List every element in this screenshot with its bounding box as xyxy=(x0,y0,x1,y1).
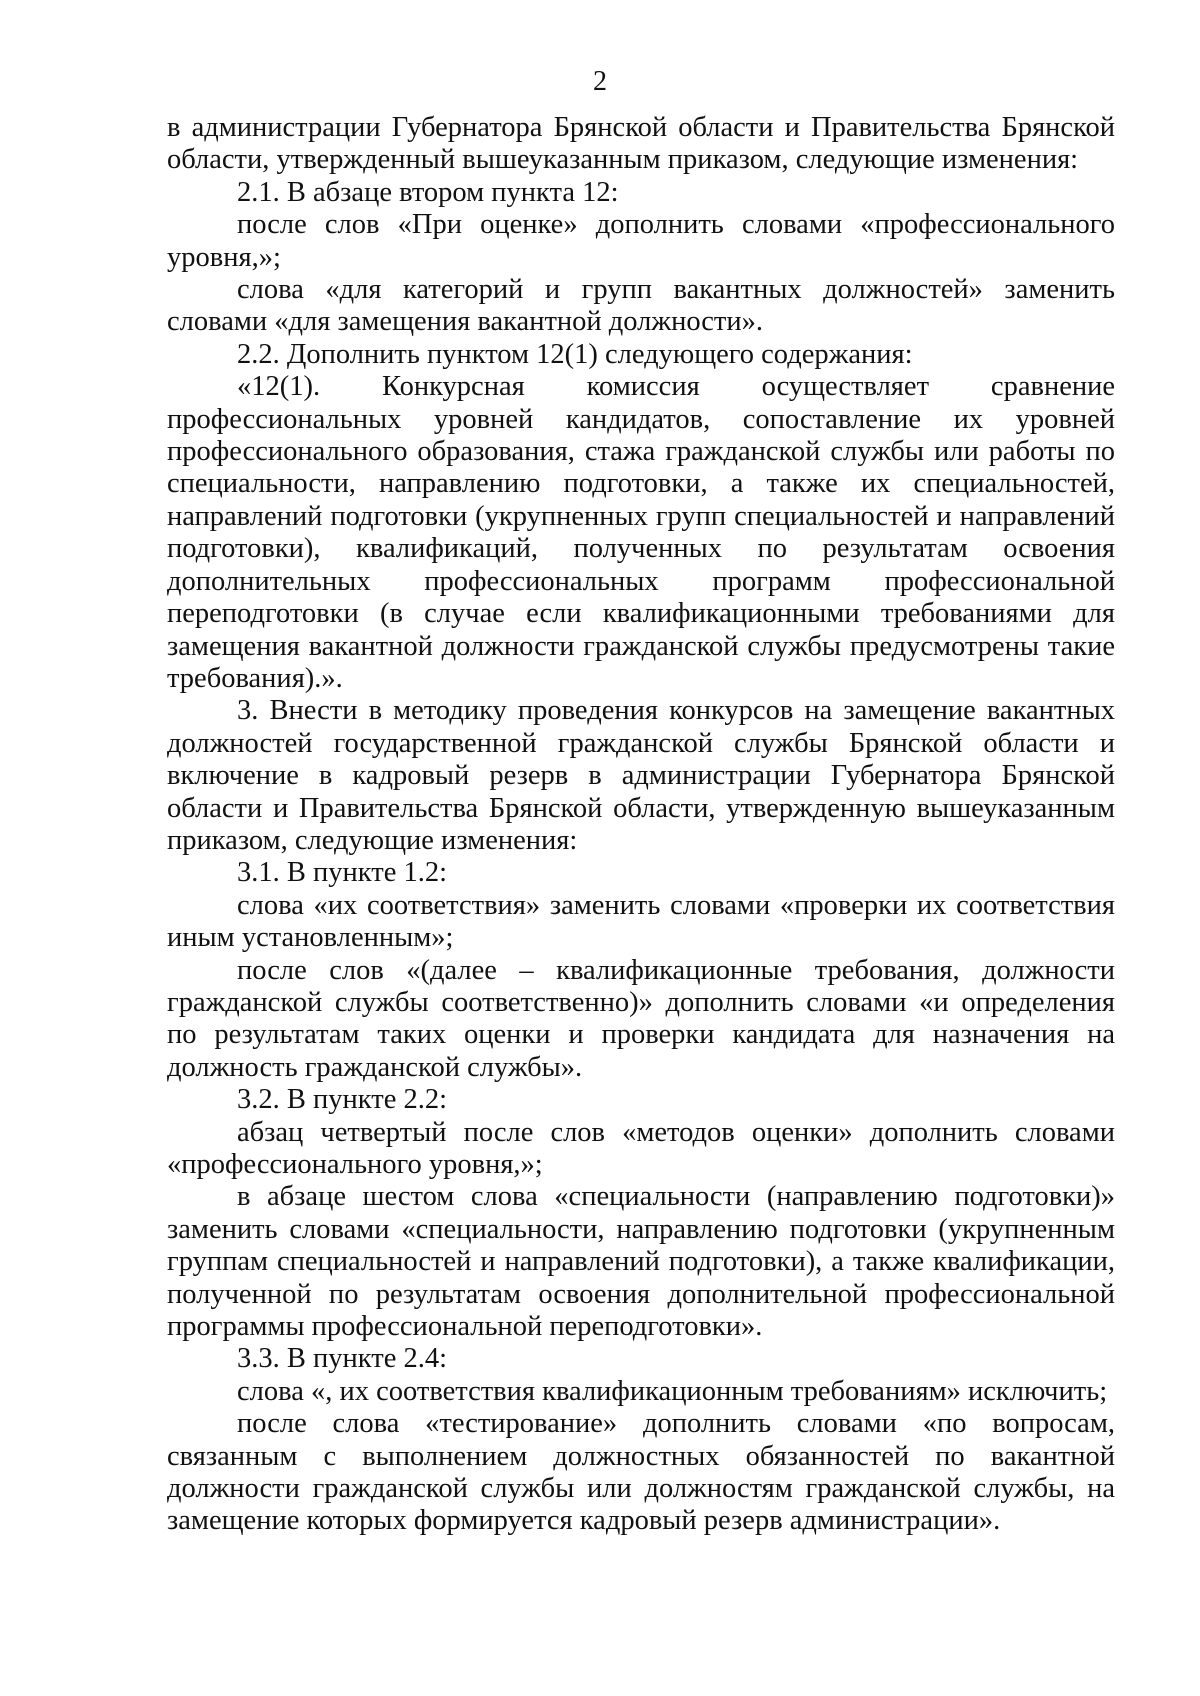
paragraph: 2.1. В абзаце втором пункта 12: xyxy=(237,176,619,208)
paragraph: в абзаце шестом слова «специальности (направлению подготовки)» заменить словами «специальности, направлению подготовки (укрупненным группам специальностей и направлений подготовки), а также квалификации, полученной по результатам освоения дополнительной профессиональной программы профессиональной переподготовки». xyxy=(167,1181,1115,1343)
document-body xyxy=(167,112,1115,1538)
paragraph: слова «для категорий и групп вакантных должностей» заменить словами «для замещения вакантной должности». xyxy=(167,274,1115,338)
paragraph: «12(1). Конкурсная комиссия осуществляет сравнение профессиональных уровней кандидатов, сопоставление их уровней профессионального образования, стажа гражданской службы или работы по специальности, направлению подготовки, а также их специальностей, направлений подготовки (укрупненных групп специальностей и направлений подготовки), квалификаций, полученных по результатам освоения дополнительных профессиональных программ профессиональной переподготовки (в случае если квалификационными требованиями для замещения вакантной должности гражданской службы предусмотрены такие требования).». xyxy=(167,371,1115,694)
paragraph: 3.2. В пункте 2.2: xyxy=(237,1084,448,1116)
paragraph: слова «их соответствия» заменить словами «проверки их соответствия иным установленным»; xyxy=(167,889,1115,954)
paragraph: после слов «При оценке» дополнить словами «профессионального уровня,»; xyxy=(167,209,1115,273)
paragraph: 2.2. Дополнить пунктом 12(1) следующего содержания: xyxy=(237,338,913,370)
paragraph: после слова «тестирование» дополнить словами «по вопросам, связанным с выполнением должностных обязанностей по вакантной должности гражданской службы или должностям гражданской службы, на замещение которых формируется кадровый резерв администрации». xyxy=(167,1408,1115,1537)
paragraph: после слов «(далее – квалификационные требования, должности гражданской службы соответственно)» дополнить словами «и определения по результатам таких оценки и проверки кандидата для назначения на должность гражданской службы». xyxy=(167,954,1115,1083)
paragraph: слова «, их соответствия квалификационным требованиям» исключить; xyxy=(237,1375,1108,1407)
paragraph: в администрации Губернатора Брянской области и Правительства Брянской области, утвержденный вышеуказанным приказом, следующие изменения: xyxy=(167,112,1115,176)
paragraph: 3.3. В пункте 2.4: xyxy=(237,1343,448,1375)
page-number: 2 xyxy=(593,66,607,97)
paragraph: абзац четвертый после слов «методов оценки» дополнить словами «профессионального уровня,»; xyxy=(167,1116,1115,1180)
paragraph: 3. Внести в методику проведения конкурсов на замещение вакантных должностей государственной гражданской службы Брянской области и включение в кадровый резерв в администрации Губернатора Брянской области и Правительства Брянской области, утвержденную вышеуказанным приказом, следующие изменения: xyxy=(167,695,1115,856)
paragraph: 3.1. В пункте 1.2: xyxy=(237,857,448,889)
